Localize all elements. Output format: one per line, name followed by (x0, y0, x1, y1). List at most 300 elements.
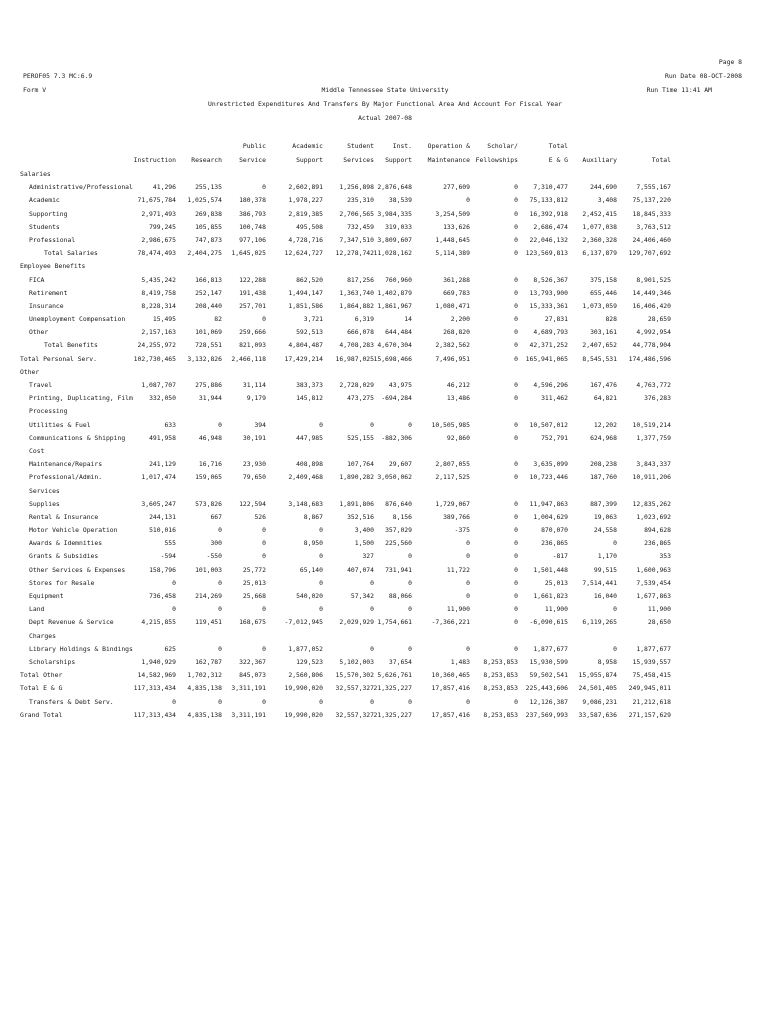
cell-service: 0 (262, 315, 266, 324)
cell-maintenance: 0 (466, 196, 470, 205)
row-label: Other (29, 328, 49, 337)
cell-total: 12,835,262 (632, 499, 671, 508)
row-label: Awards & Idemnities (29, 539, 103, 548)
cell-total: 18,845,333 (632, 209, 671, 218)
cell-research: 275,886 (195, 381, 222, 389)
cell-fellowships: 0 (514, 341, 518, 350)
cell-service: 0 (262, 539, 266, 548)
cell-research: 0 (218, 420, 222, 429)
table-row (20, 274, 750, 287)
cell-maintenance: 7,496,951 (435, 354, 470, 363)
table-row (20, 709, 750, 722)
cell-support: 876,640 (385, 499, 412, 508)
cell-support: 17,429,214 (284, 354, 323, 363)
cell-e-g: 4,689,793 (533, 328, 568, 337)
cell-maintenance: 10,360,465 (431, 671, 470, 680)
report-title: Unrestricted Expenditures And Transfers By Major Functional Area And Account For Fiscal Year (208, 100, 562, 108)
column-header-line2: Fellowships (475, 155, 518, 164)
cell-total: 16,406,420 (632, 301, 671, 310)
cell-instruction: 158,796 (149, 565, 176, 574)
cell-fellowships: 0 (514, 499, 518, 508)
table-row (20, 326, 750, 339)
cell-auxiliary: 99,515 (593, 565, 617, 574)
cell-maintenance: 0 (466, 539, 470, 548)
cell-research: 101,003 (195, 565, 222, 574)
cell-support: 225,560 (385, 539, 412, 548)
cell-auxiliary: 16,040 (593, 592, 617, 600)
cell-maintenance: 2,117,525 (435, 473, 470, 482)
cell-services: 1,256,898 (339, 183, 374, 192)
cell-maintenance: 10,505,985 (431, 420, 470, 429)
cell-fellowships: 0 (514, 249, 518, 258)
cell-support: 1,861,967 (377, 301, 412, 310)
table-row (20, 524, 750, 537)
column-headers (20, 142, 750, 170)
cell-e-g: 27,831 (544, 315, 568, 324)
cell-research: 31,944 (198, 394, 222, 403)
cell-support: 4,804,487 (288, 341, 323, 350)
cell-e-g: 11,947,863 (529, 499, 568, 508)
cell-instruction: 4,215,855 (141, 618, 176, 627)
cell-e-g: 10,723,446 (529, 473, 568, 482)
cell-instruction: -594 (160, 552, 176, 561)
cell-services: 817,256 (347, 275, 374, 284)
cell-services: 2,706,565 (339, 209, 374, 218)
cell-support: 8,156 (392, 512, 412, 521)
cell-maintenance: 277,609 (443, 183, 470, 192)
cell-support: 0 (408, 552, 412, 561)
cell-support: 1,851,586 (288, 301, 323, 310)
row-label: Library Holdings & Bindings (29, 644, 133, 653)
cell-fellowships: 0 (514, 539, 518, 548)
cell-instruction: 41,296 (152, 183, 176, 192)
cell-fellowships: 0 (514, 328, 518, 337)
cell-instruction: 332,050 (149, 394, 176, 403)
cell-service: 526 (254, 512, 266, 521)
cell-fellowships: 8,253,853 (483, 684, 518, 693)
cell-service: 0 (262, 644, 266, 653)
cell-fellowships: 0 (514, 433, 518, 442)
cell-support: -694,284 (381, 394, 412, 403)
cell-service: 0 (262, 697, 266, 706)
cell-total: 3,763,512 (636, 222, 671, 231)
row-label: Other Services & Expenses (29, 565, 126, 574)
row-label: Transfers & Debt Serv. (29, 697, 114, 706)
expenditure-table (20, 168, 750, 722)
cell-auxiliary: 6,137,879 (582, 249, 617, 258)
cell-auxiliary: 33,587,636 (578, 710, 617, 719)
row-label: Printing, Duplicating, Film (29, 394, 133, 403)
cell-service: 180,378 (239, 196, 266, 205)
cell-maintenance: 389,766 (443, 512, 470, 521)
table-row (20, 194, 750, 207)
cell-services: 6,319 (354, 315, 374, 324)
row-label: Supplies (29, 499, 60, 508)
column-header-line1: Inst. (392, 142, 412, 150)
row-label: Employee Benefits (20, 262, 86, 271)
row-label: Grants & Subsidies (29, 552, 99, 561)
cell-auxiliary: 624,968 (590, 433, 617, 442)
cell-auxiliary: 15,955,874 (578, 671, 617, 680)
cell-support: 357,029 (385, 526, 412, 535)
cell-e-g: 7,310,477 (533, 183, 568, 192)
cell-support: 19,990,020 (284, 710, 323, 719)
column-header-auxiliary (555, 142, 617, 164)
row-label: Administrative/Professional (29, 183, 133, 192)
cell-maintenance: 0 (466, 578, 470, 587)
table-row (20, 669, 750, 682)
cell-total: 10,519,214 (632, 420, 671, 429)
cell-fellowships: 0 (514, 209, 518, 218)
cell-service: 259,666 (239, 328, 266, 337)
column-header-line2: Research (191, 155, 222, 164)
cell-services: 32,557,327 (335, 684, 374, 693)
cell-research: 252,147 (195, 288, 222, 297)
cell-total: 894,628 (644, 526, 671, 535)
cell-support: 2,409,468 (288, 473, 323, 482)
cell-services: 2,029,929 (339, 618, 374, 627)
table-row (20, 234, 750, 247)
cell-instruction: 14,582,969 (137, 671, 176, 680)
cell-maintenance: 3,254,509 (435, 209, 470, 218)
cell-support: 145,812 (296, 394, 323, 403)
cell-e-g: 13,793,900 (529, 288, 568, 297)
row-label: Dept Revenue & Service (29, 618, 114, 627)
cell-service: 3,311,191 (231, 684, 266, 693)
cell-service: 23,930 (242, 460, 266, 469)
row-label: Stores for Resale (29, 578, 95, 587)
cell-service: 0 (262, 183, 266, 192)
cell-services: 5,102,003 (339, 657, 374, 666)
cell-fellowships: 0 (514, 235, 518, 244)
cell-service: 1,645,025 (231, 249, 266, 258)
cell-support: 0 (408, 578, 412, 587)
cell-support: 3,050,062 (377, 473, 412, 482)
cell-service: 25,013 (242, 578, 266, 587)
table-row (20, 208, 750, 221)
table-row (20, 537, 750, 550)
cell-fellowships: 0 (514, 552, 518, 561)
cell-fellowships: 0 (514, 578, 518, 587)
cell-services: 7,347,510 (339, 235, 374, 244)
cell-fellowships: 0 (514, 301, 518, 310)
cell-services: 473,275 (347, 394, 374, 403)
cell-support: 0 (408, 605, 412, 614)
column-header-line1: Public (242, 142, 266, 150)
cell-maintenance: 11,722 (446, 565, 470, 574)
cell-services: 235,310 (347, 196, 374, 205)
cell-auxiliary: 8,958 (597, 657, 617, 666)
cell-total: 15,939,557 (632, 657, 671, 666)
column-header-line2: Support (385, 155, 412, 164)
cell-support: 408,898 (296, 460, 323, 469)
table-row (20, 339, 750, 352)
cell-e-g: 10,507,012 (529, 420, 568, 429)
row-label: Cost (29, 446, 45, 455)
cell-support: 15,698,466 (373, 354, 412, 363)
cell-auxiliary: 2,360,328 (582, 235, 617, 244)
cell-service: 3,311,191 (231, 710, 266, 719)
cell-fellowships: 0 (514, 420, 518, 429)
cell-total: 1,600,963 (636, 565, 671, 574)
cell-fellowships: 0 (514, 460, 518, 469)
row-label: Motor Vehicle Operation (29, 526, 118, 535)
column-header-line1: Academic (292, 142, 323, 150)
cell-total: 75,458,415 (632, 671, 671, 680)
cell-fellowships: 0 (514, 275, 518, 284)
column-header-line1 (555, 142, 617, 151)
table-row (20, 313, 750, 326)
cell-auxiliary: 303,161 (590, 328, 617, 337)
cell-support: 3,809,607 (377, 235, 412, 244)
cell-services: 327 (362, 552, 374, 561)
cell-instruction: 0 (172, 605, 176, 614)
table-row (20, 445, 750, 458)
row-label: Total E & G (20, 684, 63, 693)
cell-total: 10,911,206 (632, 473, 671, 482)
cell-maintenance: 0 (466, 552, 470, 561)
table-row (20, 682, 750, 695)
cell-fellowships: 0 (514, 618, 518, 627)
cell-service: 122,594 (239, 499, 266, 508)
cell-maintenance: 11,900 (446, 605, 470, 614)
cell-instruction: 15,495 (152, 315, 176, 324)
cell-support: -882,306 (381, 433, 412, 442)
cell-instruction: 0 (172, 697, 176, 706)
table-row (20, 656, 750, 669)
table-row (20, 471, 750, 484)
cell-e-g: 1,661,823 (533, 592, 568, 600)
column-header-line2: Maintenance (427, 155, 470, 164)
cell-maintenance: 0 (466, 592, 470, 600)
cell-fellowships: 0 (514, 697, 518, 706)
cell-support: 0 (319, 420, 323, 429)
cell-maintenance: 46,212 (446, 381, 470, 389)
table-row (20, 564, 750, 577)
cell-support: 2,560,806 (288, 671, 323, 680)
cell-research: 300 (210, 539, 222, 548)
cell-service: 322,367 (239, 657, 266, 666)
report-subtitle: Actual 2007-08 (358, 114, 412, 122)
cell-services: 107,764 (347, 460, 374, 469)
cell-fellowships: 0 (514, 565, 518, 574)
row-label: Processing (29, 407, 68, 416)
table-row (20, 353, 750, 366)
cell-support: 1,754,661 (377, 618, 412, 627)
cell-e-g: 15,333,361 (529, 301, 568, 310)
cell-services: 352,516 (347, 512, 374, 521)
cell-support: 447,985 (296, 433, 323, 442)
cell-service: 100,748 (239, 222, 266, 231)
cell-research: 208,440 (195, 301, 222, 310)
cell-support: 4,728,716 (288, 235, 323, 244)
cell-total: 44,778,904 (632, 341, 671, 350)
cell-support: 644,484 (385, 328, 412, 337)
cell-instruction: 625 (164, 644, 176, 653)
cell-auxiliary: 2,452,415 (582, 209, 617, 218)
cell-total: 28,650 (647, 618, 671, 627)
cell-fellowships: 8,253,853 (483, 710, 518, 719)
table-row (20, 630, 750, 643)
cell-e-g: 123,569,813 (525, 249, 568, 258)
cell-auxiliary: 64,821 (593, 394, 617, 403)
cell-support: 3,984,335 (377, 209, 412, 218)
cell-services: 15,570,302 (335, 671, 374, 680)
cell-service: 2,466,118 (231, 354, 266, 363)
cell-service: 821,093 (239, 341, 266, 350)
university-name: Middle Tennessee State University (321, 86, 449, 94)
cell-instruction: 8,228,314 (141, 301, 176, 310)
cell-support: 29,607 (388, 460, 412, 469)
cell-e-g: -817 (552, 552, 568, 561)
cell-auxiliary: 8,545,531 (582, 354, 617, 363)
cell-fellowships: 0 (514, 315, 518, 324)
cell-auxiliary: 1,073,059 (582, 301, 617, 310)
cell-auxiliary: 7,514,441 (582, 578, 617, 587)
table-row (20, 181, 750, 194)
cell-research: 162,787 (195, 657, 222, 666)
cell-total: 129,707,692 (628, 249, 671, 258)
cell-e-g: 236,865 (541, 539, 568, 548)
cell-services: 0 (370, 644, 374, 653)
table-row (20, 432, 750, 445)
cell-instruction: 78,474,493 (137, 249, 176, 258)
cell-auxiliary: 208,238 (590, 460, 617, 469)
cell-fellowships: 0 (514, 183, 518, 192)
cell-support: 383,373 (296, 381, 323, 389)
cell-support: 37,654 (388, 657, 412, 666)
cell-maintenance: 2,200 (450, 315, 470, 324)
cell-research: 16,716 (198, 460, 222, 469)
cell-maintenance: 1,483 (450, 657, 470, 666)
cell-research: 46,948 (198, 433, 222, 442)
cell-e-g: 16,392,918 (529, 209, 568, 218)
cell-total: 353 (659, 552, 671, 561)
cell-support: 65,140 (299, 565, 323, 574)
table-row (20, 696, 750, 709)
cell-maintenance: 17,857,416 (431, 710, 470, 719)
cell-services: 1,891,806 (339, 499, 374, 508)
row-label: Charges (29, 631, 56, 640)
cell-services: 16,987,025 (335, 354, 374, 363)
cell-instruction: 2,157,163 (141, 328, 176, 337)
cell-e-g: 225,443,606 (525, 684, 568, 693)
column-header-line1: Total (548, 142, 568, 150)
column-header-line2: Total (651, 155, 671, 164)
cell-maintenance: 5,114,389 (435, 249, 470, 258)
cell-support: 540,020 (296, 592, 323, 600)
cell-auxiliary: 24,501,405 (578, 684, 617, 693)
cell-e-g: 11,900 (544, 605, 568, 614)
cell-service: 977,106 (239, 235, 266, 244)
cell-instruction: 8,419,758 (141, 288, 176, 297)
table-row (20, 577, 750, 590)
table-row (20, 616, 750, 629)
cell-service: 31,114 (242, 381, 266, 389)
cell-auxiliary: 655,446 (590, 288, 617, 297)
table-row (20, 485, 750, 498)
cell-total: 376,283 (644, 394, 671, 403)
cell-e-g: 25,013 (544, 578, 568, 587)
cell-auxiliary: 187,760 (590, 473, 617, 482)
cell-auxiliary: 0 (613, 605, 617, 614)
cell-support: 88,066 (388, 592, 412, 600)
row-label: Professional (29, 235, 76, 244)
program-id: PEROF05 7.3 MC:6.9 (23, 72, 93, 80)
row-label: Utilities & Fuel (29, 420, 91, 429)
cell-fellowships: 0 (514, 394, 518, 403)
cell-e-g: 2,686,474 (533, 222, 568, 231)
cell-support: 0 (319, 552, 323, 561)
cell-service: 122,288 (239, 275, 266, 284)
cell-service: 191,438 (239, 288, 266, 297)
cell-fellowships: 0 (514, 644, 518, 653)
cell-e-g: 4,596,296 (533, 381, 568, 389)
cell-services: 666,078 (347, 328, 374, 337)
cell-research: 159,065 (195, 473, 222, 482)
row-label: Maintenance/Repairs (29, 460, 103, 469)
cell-services: 1,864,882 (339, 301, 374, 310)
cell-instruction: 491,958 (149, 433, 176, 442)
cell-service: 845,073 (239, 671, 266, 680)
table-row (20, 366, 750, 379)
cell-services: 407,074 (347, 565, 374, 574)
cell-research: 255,135 (195, 183, 222, 192)
cell-support: 0 (408, 697, 412, 706)
cell-support: 731,941 (385, 565, 412, 574)
cell-support: 21,325,227 (373, 710, 412, 719)
cell-instruction: 117,313,434 (133, 710, 176, 719)
cell-service: 168,675 (239, 618, 266, 627)
cell-service: 25,772 (242, 565, 266, 574)
cell-service: 0 (262, 552, 266, 561)
table-row (20, 379, 750, 392)
cell-instruction: 102,730,465 (133, 354, 176, 363)
table-row (20, 392, 750, 405)
row-label: Retirement (29, 288, 68, 297)
cell-service: 386,793 (239, 209, 266, 218)
cell-service: 0 (262, 526, 266, 535)
cell-support: 1,402,879 (377, 288, 412, 297)
cell-research: 1,025,574 (187, 196, 222, 205)
cell-support: 1,978,227 (288, 196, 323, 205)
cell-fellowships: 0 (514, 354, 518, 363)
row-label: Academic (29, 196, 60, 205)
cell-auxiliary: 0 (613, 539, 617, 548)
cell-auxiliary: 2,407,652 (582, 341, 617, 350)
cell-research: 0 (218, 605, 222, 614)
cell-e-g: 42,371,252 (529, 341, 568, 350)
cell-e-g: 1,004,629 (533, 512, 568, 521)
cell-auxiliary: 1,170 (597, 552, 617, 561)
cell-instruction: 510,016 (149, 526, 176, 535)
cell-support: 0 (408, 420, 412, 429)
cell-services: 0 (370, 605, 374, 614)
cell-services: 2,728,029 (339, 381, 374, 389)
row-label: Salaries (20, 170, 51, 178)
cell-research: 2,404,275 (187, 249, 222, 258)
cell-e-g: 870,070 (541, 526, 568, 535)
cell-services: 0 (370, 578, 374, 587)
column-header-service (204, 142, 266, 164)
cell-maintenance: 669,783 (443, 288, 470, 297)
cell-research: 119,451 (195, 618, 222, 627)
cell-research: 573,826 (195, 499, 222, 508)
cell-services: 3,400 (354, 526, 374, 535)
cell-support: 3,721 (303, 315, 323, 324)
cell-instruction: 244,131 (149, 512, 176, 521)
cell-fellowships: 0 (514, 288, 518, 297)
